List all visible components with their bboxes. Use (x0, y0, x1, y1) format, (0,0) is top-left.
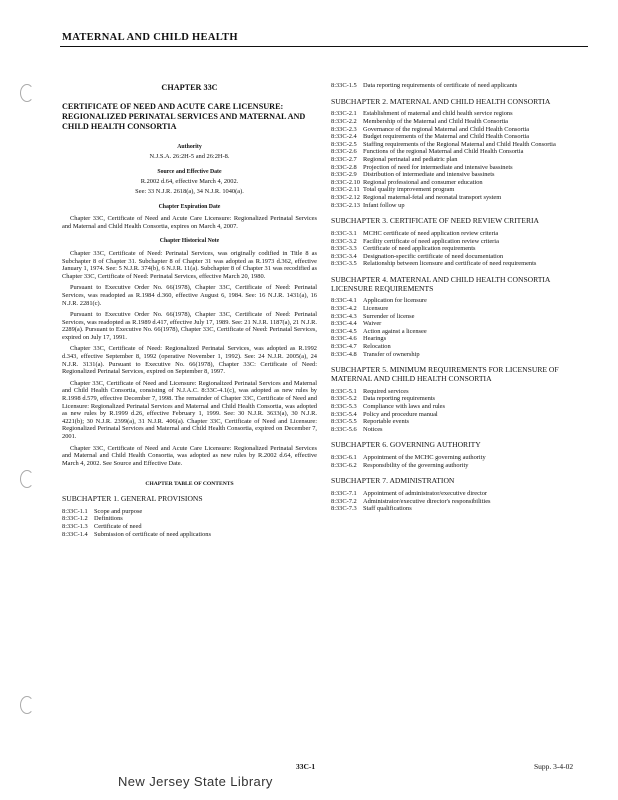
section-title: Transfer of ownership (363, 350, 420, 358)
section-number: 8:33C-4.8 (331, 350, 357, 358)
section-title: Required services (363, 387, 409, 395)
section-number: 8:33C-1.3 (62, 522, 88, 530)
toc-row[interactable] (331, 238, 593, 246)
section-title: Definitions (94, 515, 123, 523)
section-title: Designation-specific certificate of need documentation (363, 252, 504, 260)
toc-row[interactable] (331, 202, 593, 210)
section-title: Relocation (363, 343, 391, 351)
section-number: 8:33C-5.3 (331, 403, 357, 410)
punch-hole-top (20, 84, 34, 102)
toc-row[interactable] (331, 388, 593, 396)
section-title: Data reporting requirements (363, 395, 436, 403)
subchapter-block (331, 276, 593, 358)
section-title: Data reporting requirements of certificate of need applicants (363, 82, 518, 89)
toc-row[interactable] (331, 395, 593, 403)
section-title: MCHC certificate of need application review criteria (363, 229, 499, 237)
subchapter-heading: SUBCHAPTER 4. MATERNAL AND CHILD HEALTH CONSORTIA LICENSURE REQUIREMENTS (331, 274, 550, 293)
chapter-number: CHAPTER 33C (161, 83, 218, 92)
toc-row[interactable] (331, 313, 593, 321)
history-paragraph: Pursuant to Executive Order No. 66(1978), Chapter 33C, Certificate of Need: Perinatal Services, was readopted as R.1989 d.417, effective July 17, 1989. See: 21 N.J.R. 1187(a), 21 N.J.R. 2289(a). Pursuant to Executive No. 66(1978), Chapter 33C, Certificate of Need: Perinatal Services, expired on July 17, 1991. (62, 311, 317, 341)
toc-row[interactable] (331, 454, 593, 462)
toc-row[interactable] (331, 462, 593, 470)
section-title: Infant follow up (363, 201, 405, 209)
section-title: Hearings (363, 335, 387, 343)
section-number: 8:33C-1.5 (331, 82, 357, 89)
toc-row[interactable] (62, 508, 317, 516)
section-number: 8:33C-5.2 (331, 395, 357, 403)
section-number: 8:33C-2.8 (331, 163, 357, 171)
subchapter-heading: SUBCHAPTER 7. ADMINISTRATION (331, 476, 455, 486)
toc-row[interactable] (331, 328, 593, 336)
toc-row[interactable] (331, 110, 593, 118)
subchapter-block (331, 477, 593, 513)
section-number: 8:33C-3.1 (331, 229, 357, 237)
history-paragraph: Chapter 33C, Certificate of Need and Licensure: Regionalized Perinatal Services and Maternal and Child Health Consortia, consisting of N.J.A.C. 8:33C-4.1(c), was adopted as new rules by R.1998 d.579, effective December 7, 1998. The remainder of Chapter 33C, Certificate of Need and Licensure: Regionalized Perinatal Services and Maternal and Child Health Consortia, was adopted as new rules by R.1999 d.26, effective February 1, 1999. See: 30 N.J.R. 3633(a), 30 N.J.R. 4221(b); 30 N.J.R. 2399(a), 31 N.J.R. 406(a). Chapter 33C, Certificate of Need and Licensure: Regionalized Perinatal Services and Maternal and Child Health Consortia, expired on December 7, 2001. (62, 379, 317, 440)
toc-row[interactable] (331, 82, 593, 90)
section-number: 8:33C-7.1 (331, 490, 357, 498)
section-title: Application for licensure (363, 297, 427, 305)
right-column (331, 82, 593, 521)
toc-row[interactable] (62, 515, 317, 523)
section-title: Relationship between licensure and certificate of need requirements (363, 260, 537, 268)
subchapter-heading: SUBCHAPTER 3. CERTIFICATE OF NEED REVIEW CRITERIA (331, 216, 540, 226)
section-number: 8:33C-2.2 (331, 117, 357, 125)
section-number: 8:33C-7.3 (331, 505, 357, 513)
subchapter-block (62, 495, 317, 538)
toc-row[interactable] (331, 171, 593, 179)
toc-row[interactable] (331, 118, 593, 126)
section-number: 8:33C-4.1 (331, 297, 357, 305)
section-title: Licensure (363, 305, 389, 313)
subchapter-heading: SUBCHAPTER 1. GENERAL PROVISIONS (62, 493, 203, 503)
toc-row[interactable] (331, 260, 593, 268)
section-title: Regional perinatal and pediatric plan (363, 155, 458, 163)
toc-row[interactable] (331, 230, 593, 238)
section-title: Governance of the regional Maternal and Child Health Consortia (363, 125, 530, 133)
section-number: 8:33C-3.5 (331, 260, 357, 268)
section-number: 8:33C-4.7 (331, 343, 357, 351)
section-title: Functions of the regional Maternal and Child Health Consortia (363, 148, 524, 156)
section-number: 8:33C-4.3 (331, 312, 357, 320)
toc-row[interactable] (331, 186, 593, 194)
section-number: 8:33C-2.5 (331, 140, 357, 148)
section-title: Staff qualifications (363, 505, 412, 513)
section-title: Facility certificate of need application review criteria (363, 237, 499, 245)
toc-row[interactable] (331, 126, 593, 134)
section-number: 8:33C-2.6 (331, 148, 357, 156)
authority-text: N.J.S.A. 26:2H-5 and 26:2H-8. (149, 153, 230, 161)
section-title: Action against a licensee (363, 327, 427, 335)
section-title: Certificate of need (94, 522, 142, 530)
section-title: Submission of certificate of need applications (94, 530, 211, 538)
toc-row[interactable] (331, 133, 593, 141)
source-line-2: See: 33 N.J.R. 2618(a), 34 N.J.R. 1040(a). (135, 187, 244, 195)
section-title: Policy and procedure manual (363, 410, 438, 418)
section-number: 8:33C-3.4 (331, 252, 357, 260)
section-number: 8:33C-2.7 (331, 155, 357, 163)
toc-row[interactable] (331, 148, 593, 156)
section-title: Projection of need for intermediate and intensive bassinets (363, 163, 513, 171)
toc-row[interactable] (331, 505, 593, 513)
section-number: 8:33C-2.9 (331, 171, 357, 179)
section-number: 8:33C-4.5 (331, 327, 357, 335)
toc-row[interactable] (331, 164, 593, 172)
toc-row[interactable] (331, 297, 593, 305)
toc-row[interactable] (331, 490, 593, 498)
history-paragraph: Chapter 33C, Certificate of Need and Acute Care Licensure: Regionalized Perinatal Services and Maternal and Child Health Consortia, was adopted as new rules by R.2002 d.64, effective March 4, 2002. See Source and Effective Date. (62, 444, 317, 467)
section-title: Budget requirements of the Maternal and Child Health Consortia (363, 133, 530, 141)
section-title: Responsibility of the governing authority (363, 461, 469, 469)
subchapter-block (331, 366, 593, 433)
section-title: Staffing requirements of the Regional Maternal and Child Health Consortia (363, 140, 556, 148)
punch-hole-middle (20, 470, 34, 488)
toc-row[interactable] (331, 411, 593, 419)
history-paragraph: Chapter 33C, Certificate of Need: Perinatal Services, was originally codified in Title 8 as Subchapter 8 of Chapter 31. Subchapter 8 of Chapter 31 was adopted as R.1973 d.362, effective January 1, 1974. See: 5 N.J.R. 374(b), 6 N.J.R. 11(a). Subchapter 8 of Chapter 31 was recodified as Chapter 33C, Certificate of Need: Perinatal Services, effective March 20, 1980. (62, 249, 317, 280)
section-title: Regional maternal-fetal and neonatal transport system (363, 193, 502, 201)
section-title: Notices (363, 425, 383, 433)
toc-row[interactable] (331, 335, 593, 343)
toc-row[interactable] (331, 245, 593, 253)
section-number: 8:33C-5.4 (331, 410, 357, 418)
section-number: 8:33C-3.2 (331, 237, 357, 245)
toc-label: CHAPTER TABLE OF CONTENTS (145, 481, 234, 488)
section-title: Surrender of license (363, 312, 415, 320)
toc-row[interactable] (331, 305, 593, 313)
source-line-1: R.2002 d.64, effective March 4, 2002. (140, 178, 239, 186)
section-title: Establishment of maternal and child health service regions (363, 110, 513, 118)
section-number: 8:33C-7.2 (331, 497, 357, 505)
section-title: Regional professional and consumer education (363, 178, 483, 186)
section-title: Distribution of intermediate and intensive bassinets (363, 171, 495, 179)
toc-row[interactable] (331, 343, 593, 351)
punch-hole-bottom (20, 696, 34, 714)
library-stamp: New Jersey State Library (118, 774, 273, 789)
section-number: 8:33C-3.3 (331, 245, 357, 253)
section-number: 8:33C-6.2 (331, 461, 357, 469)
toc-row[interactable] (331, 426, 593, 434)
subchapter-heading: SUBCHAPTER 6. GOVERNING AUTHORITY (331, 440, 481, 450)
supplement-date: Supp. 3-4-02 (534, 762, 574, 771)
page-number: 33C-1 (296, 762, 316, 771)
section-number: 8:33C-2.13 (331, 201, 360, 209)
section-title: Compliance with laws and rules (363, 403, 445, 410)
expiration-text: Chapter 33C, Certificate of Need and Acute Care Licensure: Regionalized Perinatal Services and Maternal and Child Health Consortia, expires on March 4, 2007. (62, 215, 317, 230)
subchapter-heading: SUBCHAPTER 2. MATERNAL AND CHILD HEALTH CONSORTIA (331, 96, 551, 106)
subchapter-1-continued (331, 82, 593, 90)
section-title: Appointment of the MCHC governing authority (363, 454, 486, 462)
section-number: 8:33C-2.10 (331, 178, 360, 186)
source-label: Source and Effective Date (157, 168, 222, 175)
subchapter-heading: SUBCHAPTER 5. MINIMUM REQUIREMENTS FOR LICENSURE OF MATERNAL AND CHILD HEALTH CONSORTIA (331, 365, 559, 384)
section-title: Administrator/executive director's responsibilities (363, 497, 491, 505)
section-number: 8:33C-5.1 (331, 387, 357, 395)
section-title: Certificate of need application requirements (363, 245, 476, 253)
toc-row[interactable] (331, 418, 593, 426)
toc-row[interactable] (331, 141, 593, 149)
section-number: 8:33C-2.4 (331, 133, 357, 141)
authority-label: Authority (177, 143, 202, 150)
toc-row[interactable] (331, 351, 593, 359)
section-number: 8:33C-6.1 (331, 454, 357, 462)
section-title: Reportable events (363, 418, 409, 426)
left-column (62, 82, 317, 546)
header-rule (60, 46, 588, 47)
section-title: Appointment of administrator/executive director (363, 490, 488, 498)
section-number: 8:33C-1.1 (62, 507, 88, 515)
section-number: 8:33C-2.11 (331, 186, 360, 194)
toc-row[interactable] (331, 320, 593, 328)
section-number: 8:33C-2.1 (331, 110, 357, 118)
section-number: 8:33C-4.2 (331, 305, 357, 313)
section-number: 8:33C-1.2 (62, 515, 88, 523)
section-number: 8:33C-5.6 (331, 425, 357, 433)
subchapter-block (331, 98, 593, 210)
expiration-label: Chapter Expiration Date (158, 203, 221, 210)
section-title: Membership of the Maternal and Child Health Consortia (363, 117, 508, 125)
toc-row[interactable] (331, 156, 593, 164)
toc-row[interactable] (331, 403, 593, 411)
section-number: 8:33C-4.4 (331, 320, 357, 328)
toc-row[interactable] (62, 531, 317, 539)
running-head: MATERNAL AND CHILD HEALTH (62, 32, 238, 43)
history-paragraph: Chapter 33C, Certificate of Need: Regionalized Perinatal Services, was adopted as R.1992 d.343, effective September 8, 1992 (operative November 1, 1992). See: 24 N.J.R. 2005(a), 24 N.J.R. 3131(a). Pursuant to Executive No. 66(1978), Chapter 33C: Certificate of Need: Regionalized Perinatal Services, expired on September 8, 1997. (62, 345, 317, 376)
history-paragraph: Pursuant to Executive Order No. 66(1978), Chapter 33C, Certificate of Need: Perinatal Services, was readopted as R.1984 d.360, effective August 6, 1984. See: 16 N.J.R. 1431(a), 16 N.J.R. 2281(c). (62, 284, 317, 307)
subchapter-block (331, 441, 593, 469)
section-number: 8:33C-4.6 (331, 335, 357, 343)
section-title: Scope and purpose (94, 507, 143, 515)
toc-row[interactable] (62, 523, 317, 531)
toc-row[interactable] (331, 194, 593, 202)
section-number: 8:33C-1.4 (62, 530, 88, 538)
toc-row[interactable] (331, 253, 593, 261)
section-title: Waiver (363, 320, 382, 328)
toc-row[interactable] (331, 498, 593, 506)
subchapter-block (331, 217, 593, 268)
history-label: Chapter Historical Note (159, 238, 220, 245)
toc-row[interactable] (331, 179, 593, 187)
section-number: 8:33C-2.12 (331, 193, 360, 201)
chapter-title: CERTIFICATE OF NEED AND ACUTE CARE LICENSURE: REGIONALIZED PERINATAL SERVICES AND MATERNAL AND CHILD HEALTH CONSORTIA (62, 101, 306, 131)
section-title: Total quality improvement program (363, 186, 455, 194)
section-number: 8:33C-5.5 (331, 418, 357, 426)
section-number: 8:33C-2.3 (331, 125, 357, 133)
